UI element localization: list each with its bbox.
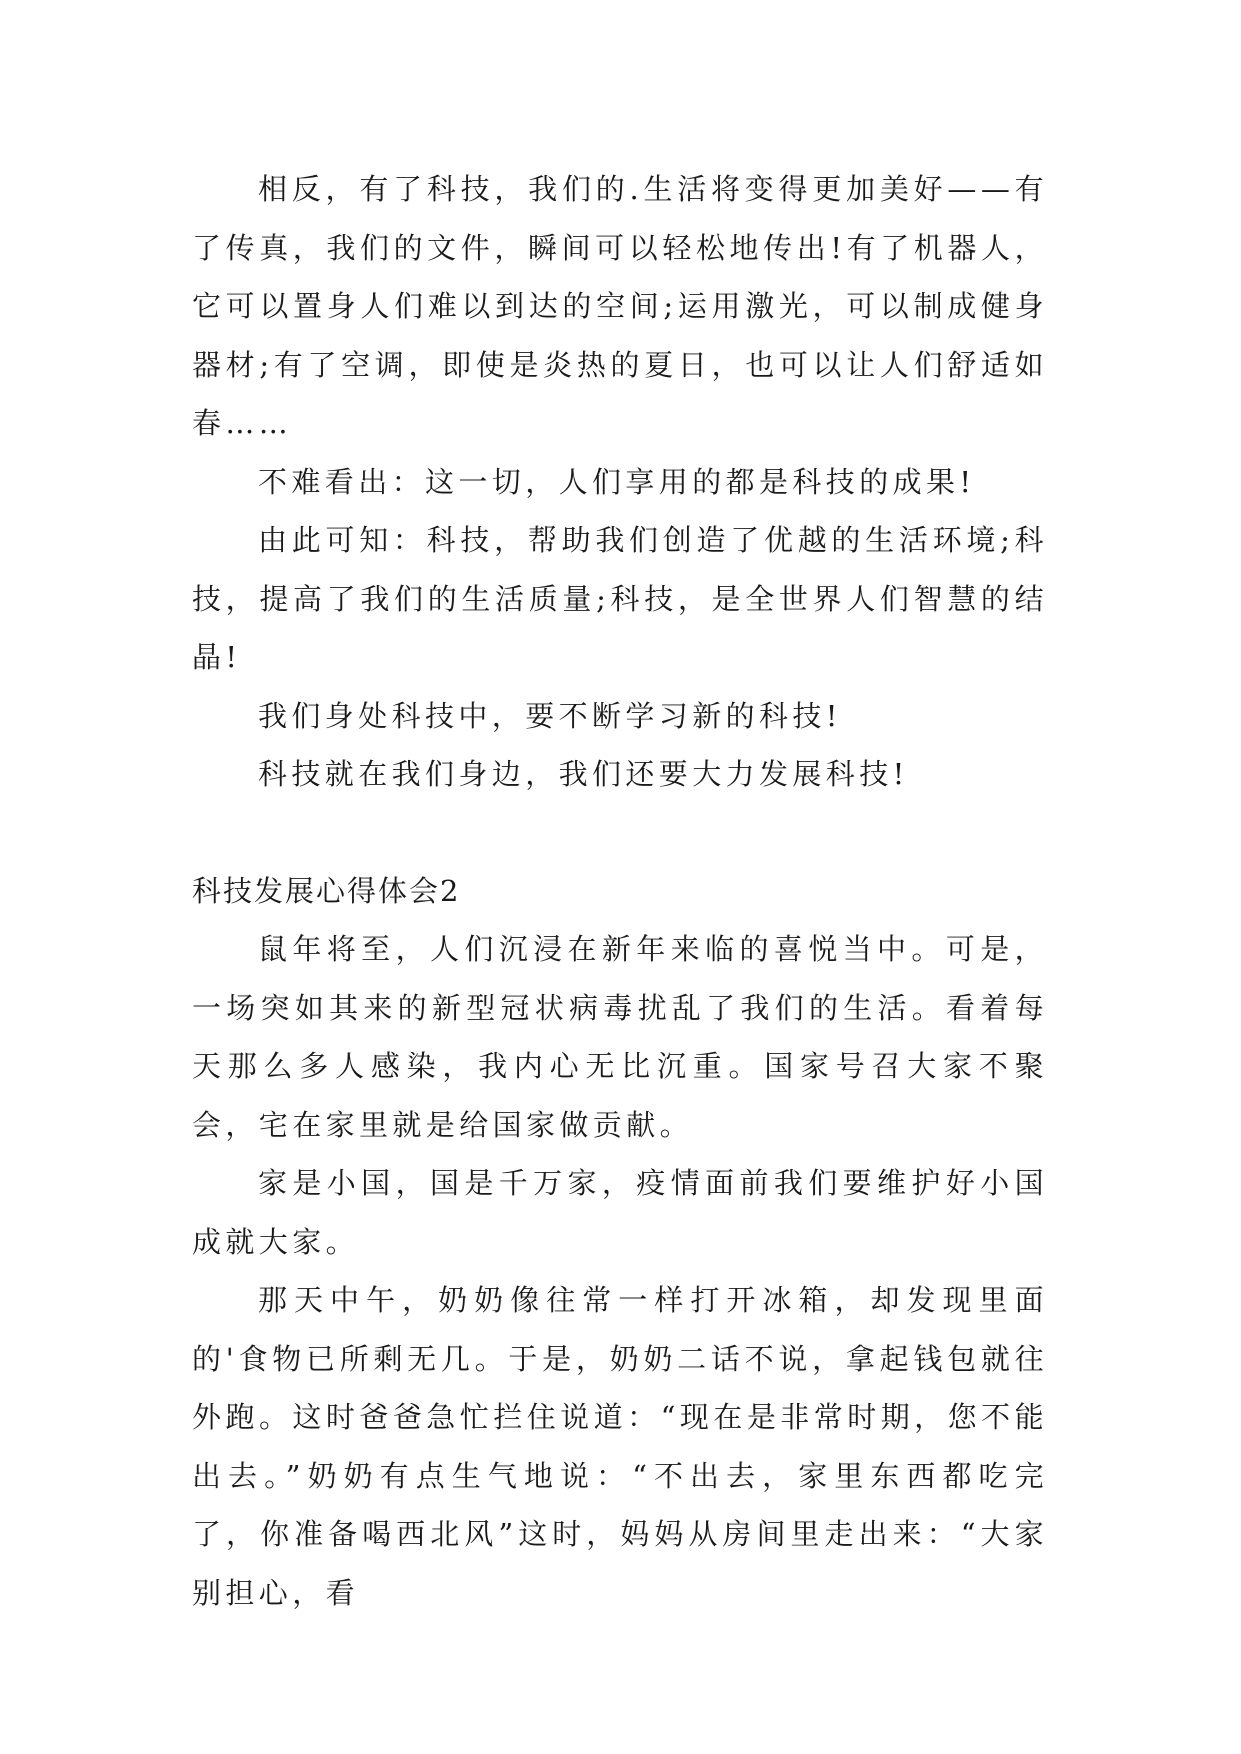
paragraph-conclusion: 由此可知：科技，帮助我们创造了优越的生活环境;科技，提高了我们的生活质量;科技，是全世界人们智慧的结晶!: [192, 523, 1048, 674]
paragraph-achievements: 不难看出：这一切，人们享用的都是科技的成果!: [258, 464, 976, 499]
paragraph-keep-learning: 我们身处科技中，要不断学习新的科技!: [258, 698, 842, 733]
section-heading: 科技发展心得体会2: [192, 873, 461, 908]
paragraph-develop-technology: 科技就在我们身边，我们还要大力发展科技!: [258, 757, 909, 791]
paragraph-new-year-epidemic: 鼠年将至，人们沉浸在新年来临的喜悦当中。可是，一场突如其来的新型冠状病毒扰乱了我们的生活。看着每天那么多人感染，我内心无比沉重。国家号召大家不聚会，宅在家里就是给国家做贡献。: [192, 932, 1048, 1142]
paragraph-home-country: 家是小国，国是千万家，疫情面前我们要维护好小国成就大家。: [192, 1166, 1048, 1259]
paragraph-grandma-story: 那天中午，奶奶像往常一样打开冰箱，却发现里面的'食物已所剩无几。于是，奶奶二话不说，拿起钱包就往外跑。这时爸爸急忙拦住说道：“现在是非常时期，您不能出去。”奶奶有点生气地说：“不出去，家里东西都吃完了，你准备喝西北风”这时，妈妈从房间里走出来：“大家别担心，看: [192, 1283, 1048, 1610]
paragraph-technology-benefits: 相反，有了科技，我们的.生活将变得更加美好——有了传真，我们的文件，瞬间可以轻松地传出!有了机器人，它可以置身人们难以到达的空间;运用激光，可以制成健身器材;有了空调，即使是炎热的夏日，也可以让人们舒适如春……: [192, 172, 1048, 440]
document-page: [192, 160, 1048, 1622]
